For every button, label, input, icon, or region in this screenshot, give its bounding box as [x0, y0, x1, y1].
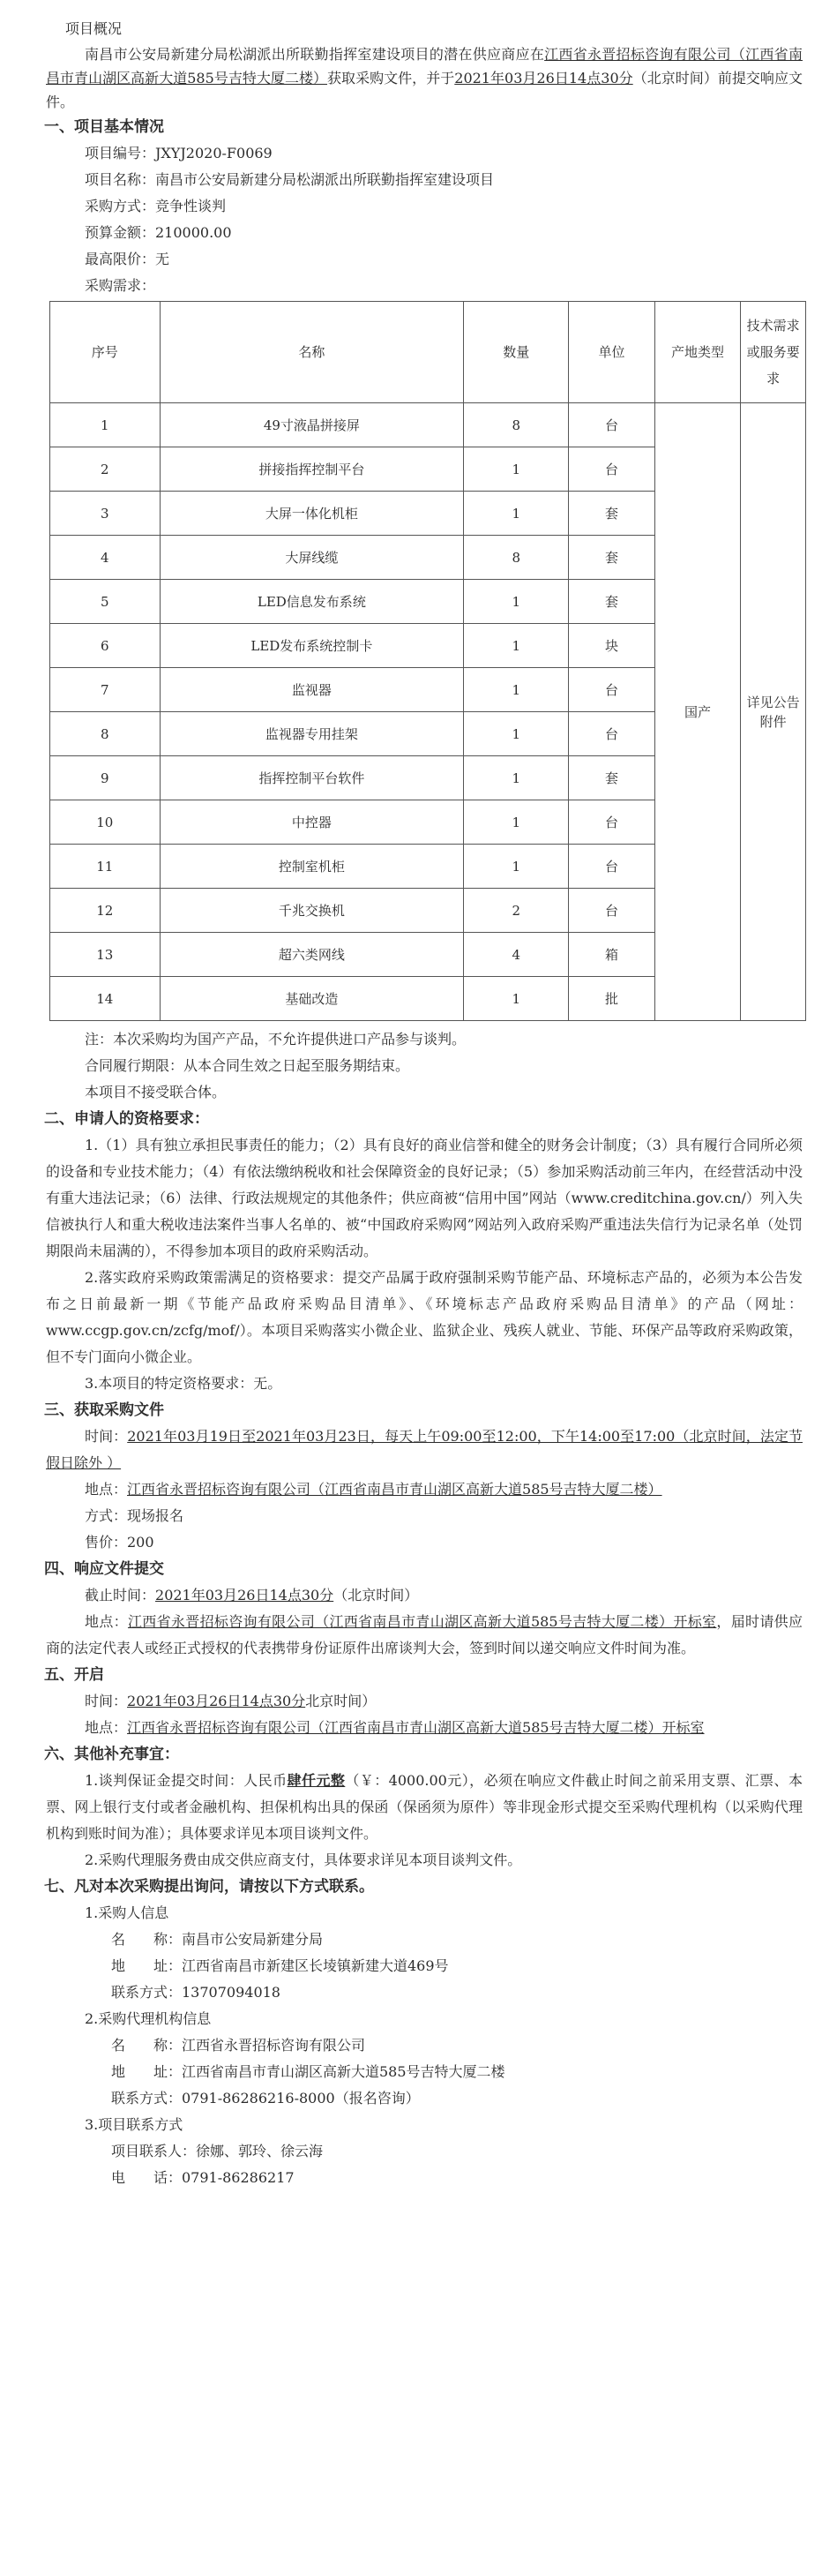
submit-place [46, 1609, 803, 1662]
cell-name: 大屏一体化机柜 [160, 492, 464, 536]
cell-no: 10 [50, 800, 161, 845]
deposit-text-2: （￥：4000.00元），必须在响应文件截止时间之前采用支票、汇票、本票、网上银行支付或者金融机构、担保机构出具的保函（保函须为原件）等非现金形式提交至采购代理机构（以采购代理机构到账时间为准）；具体要求详见本项目谈判文件。 [46, 1772, 803, 1842]
overview-paragraph [46, 42, 803, 114]
cell-unit: 台 [569, 889, 655, 933]
agent-address: 地 址：江西省南昌市青山湖区高新大道585号吉特大厦二楼 [111, 2063, 505, 2080]
overview-text-3: （北京时间）前提交响应文件。 [46, 70, 803, 110]
contact-people: 项目联系人：徐娜、郭玲、徐云海 [111, 2143, 324, 2159]
cell-no: 3 [50, 492, 161, 536]
cell-unit: 套 [569, 492, 655, 536]
deposit-amount: 肆仟元整 [287, 1772, 346, 1789]
demand-table [49, 301, 806, 1021]
table-row [50, 403, 806, 447]
cell-name: 超六类网线 [160, 933, 464, 977]
cell-qty: 1 [464, 845, 569, 889]
cell-unit: 批 [569, 977, 655, 1021]
cell-unit: 台 [569, 712, 655, 756]
cell-name: 千兆交换机 [160, 889, 464, 933]
header-qty: 数量 [464, 302, 569, 403]
cell-unit: 台 [569, 845, 655, 889]
project-number: 项目编号：JXYJ2020-F0069 [85, 145, 273, 161]
obtain-price: 售价：200 [85, 1534, 154, 1551]
note-contract-period: 合同履行期限：从本合同生效之日起至服务期结束。 [85, 1057, 410, 1074]
buyer-name: 名 称：南昌市公安局新建分局 [111, 1931, 324, 1948]
submit-place-value: 江西省永晋招标咨询有限公司（江西省南昌市青山湖区高新大道585号吉特大厦二楼）开标室 [127, 1613, 717, 1630]
agent-info-title: 2.采购代理机构信息 [85, 2010, 212, 2027]
cell-name: LED发布系统控制卡 [160, 624, 464, 668]
header-tech: 技术需求或服务要求 [741, 302, 806, 403]
submit-place-label: 地点： [85, 1613, 128, 1630]
cell-no: 6 [50, 624, 161, 668]
obtain-mode: 方式：现场报名 [85, 1507, 184, 1524]
cell-unit: 台 [569, 403, 655, 447]
cell-qty: 8 [464, 403, 569, 447]
cell-unit: 箱 [569, 933, 655, 977]
obtain-place [46, 1476, 803, 1503]
cell-qty: 1 [464, 800, 569, 845]
deposit-text-1: 1.谈判保证金提交时间：人民币 [85, 1772, 288, 1789]
obtain-time-value: 2021年03月19日至2021年03月23日，每天上午09:00至12:00，下午14:00至17:00（北京时间，法定节假日除外 ） [46, 1428, 803, 1471]
section-6-title: 六、其他补充事宜： [44, 1746, 179, 1763]
submit-deadline-suffix: （北京时间） [333, 1587, 419, 1603]
open-place-value: 江西省永晋招标咨询有限公司（江西省南昌市青山湖区高新大道585号吉特大厦二楼）开标室 [127, 1719, 705, 1736]
cell-qty: 1 [464, 624, 569, 668]
cell-qty: 1 [464, 447, 569, 492]
open-place [46, 1715, 803, 1741]
cell-qty: 2 [464, 889, 569, 933]
table-header-row [50, 302, 806, 403]
obtain-place-value: 江西省永晋招标咨询有限公司（江西省南昌市青山湖区高新大道585号吉特大厦二楼） [127, 1481, 662, 1498]
header-origin: 产地类型 [654, 302, 741, 403]
section-5-title: 五、开启 [44, 1666, 104, 1684]
buyer-info-title: 1.采购人信息 [85, 1904, 169, 1921]
open-time-value: 2021年03月26日14点30分 [127, 1693, 306, 1709]
cell-no: 1 [50, 403, 161, 447]
contact-phone: 电 话：0791-86286217 [111, 2169, 295, 2186]
contact-title: 3.项目联系方式 [85, 2116, 183, 2133]
open-time-label: 时间： [85, 1693, 128, 1709]
cell-unit: 块 [569, 624, 655, 668]
section-7-title: 七、凡对本次采购提出询问，请按以下方式联系。 [44, 1878, 374, 1896]
cell-qty: 8 [464, 536, 569, 580]
cell-no: 11 [50, 845, 161, 889]
cell-unit: 套 [569, 580, 655, 624]
cell-name: 指挥控制平台软件 [160, 756, 464, 800]
cell-no: 9 [50, 756, 161, 800]
submit-place-rest: ，届时请供应商的法定代表人或经正式授权的代表携带身份证原件出席谈判大会，签到时间以递交响应文件时间为准。 [46, 1613, 803, 1656]
cell-no: 8 [50, 712, 161, 756]
cell-qty: 1 [464, 712, 569, 756]
agent-phone: 联系方式：0791-86286216-8000（报名咨询） [111, 2090, 420, 2107]
cell-qty: 4 [464, 933, 569, 977]
cell-name: 大屏线缆 [160, 536, 464, 580]
qualification-3: 3.本项目的特定资格要求：无。 [85, 1375, 282, 1392]
cell-unit: 台 [569, 447, 655, 492]
service-fee: 2.采购代理服务费由成交供应商支付，具体要求详见本项目谈判文件。 [85, 1851, 522, 1868]
submit-deadline-label: 截止时间： [85, 1587, 156, 1603]
obtain-time-label: 时间： [85, 1428, 128, 1445]
cell-qty: 1 [464, 580, 569, 624]
section-1-title: 一、项目基本情况 [44, 118, 164, 136]
procurement-demand: 采购需求： [85, 277, 156, 294]
cell-unit: 台 [569, 800, 655, 845]
qualification-1: 1.（1）具有独立承担民事责任的能力；（2）具有良好的商业信誉和健全的财务会计制度；（3）具有履行合同所必须的设备和专业技术能力；（4）有依法缴纳税收和社会保障资金的良好记录；（5）参加采购活动前三年内，在经营活动中没有重大违法记录；（6）法律、行政法规规定的其他条件；供应商被“信用中国”网站（www.creditchina.gov.cn/）列入失信被执行人和重大税收违法案件当事人名单的、被“中国政府采购网”网站列入政府采购严重违法失信行为记录名单（处罚期限尚未届满的），不得参加本项目的政府采购活动。 [46, 1137, 803, 1259]
cell-name: 监视器专用挂架 [160, 712, 464, 756]
overview-text-1: 南昌市公安局新建分局松湖派出所联勤指挥室建设项目的潜在供应商应在 [85, 46, 545, 63]
budget-amount: 预算金额：210000.00 [85, 224, 232, 241]
cell-no: 2 [50, 447, 161, 492]
overview-deadline: 2021年03月26日14点30分 [454, 70, 633, 86]
cell-name: 监视器 [160, 668, 464, 712]
cell-unit: 套 [569, 756, 655, 800]
cell-no: 12 [50, 889, 161, 933]
cell-name: 基础改造 [160, 977, 464, 1021]
cell-name: LED信息发布系统 [160, 580, 464, 624]
note-no-consortium: 本项目不接受联合体。 [85, 1084, 227, 1100]
deposit-paragraph [46, 1768, 803, 1847]
cell-no: 4 [50, 536, 161, 580]
open-time [46, 1688, 803, 1715]
overview-text-2: 获取采购文件，并于 [327, 70, 455, 86]
cell-name: 控制室机柜 [160, 845, 464, 889]
open-time-suffix: 北京时间） [305, 1693, 377, 1709]
buyer-address: 地 址：江西省南昌市新建区长堎镇新建大道469号 [111, 1957, 449, 1974]
section-4-title: 四、响应文件提交 [44, 1560, 164, 1578]
cell-unit: 套 [569, 536, 655, 580]
cell-name: 拼接指挥控制平台 [160, 447, 464, 492]
agent-name: 名 称：江西省永晋招标咨询有限公司 [111, 2037, 366, 2054]
cell-qty: 1 [464, 492, 569, 536]
section-2-title: 二、申请人的资格要求： [44, 1110, 209, 1128]
open-place-label: 地点： [85, 1719, 128, 1736]
overview-title: 项目概况 [65, 20, 123, 37]
cell-origin: 国产 [654, 403, 741, 1021]
header-unit: 单位 [569, 302, 655, 403]
obtain-time [46, 1423, 803, 1476]
cell-no: 13 [50, 933, 161, 977]
procurement-method: 采购方式：竞争性谈判 [85, 198, 227, 214]
cell-qty: 1 [464, 756, 569, 800]
header-no: 序号 [50, 302, 161, 403]
qualification-2: 2.落实政府采购政策需满足的资格要求：提交产品属于政府强制采购节能产品、环境标志产品的，必须为本公告发布之日前最新一期《节能产品政府采购品目清单》、《环境标志产品政府采购品目清单》的产品（网址：www.ccgp.gov.cn/zcfg/mof/）。本项目采购落实小微企业、监狱企业、残疾人就业、节能、环保产品等政府采购政策，但不专门面向小微企业。 [46, 1269, 803, 1365]
header-name: 名称 [160, 302, 464, 403]
section-3-title: 三、获取采购文件 [44, 1401, 164, 1419]
buyer-phone: 联系方式：13707094018 [111, 1984, 280, 2001]
cell-no: 5 [50, 580, 161, 624]
cell-name: 中控器 [160, 800, 464, 845]
cell-tech: 详见公告附件 [741, 403, 806, 1021]
note-domestic: 注：本次采购均为国产产品，不允许提供进口产品参与谈判。 [85, 1031, 467, 1048]
cell-qty: 1 [464, 977, 569, 1021]
project-name: 项目名称：南昌市公安局新建分局松湖派出所联勤指挥室建设项目 [85, 171, 495, 188]
max-price: 最高限价：无 [85, 251, 170, 267]
cell-name: 49寸液晶拼接屏 [160, 403, 464, 447]
cell-no: 7 [50, 668, 161, 712]
submit-deadline [46, 1582, 803, 1609]
cell-qty: 1 [464, 668, 569, 712]
cell-no: 14 [50, 977, 161, 1021]
cell-unit: 台 [569, 668, 655, 712]
overview-address: 江西省永晋招标咨询有限公司（江西省南昌市青山湖区高新大道585号吉特大厦二楼） [46, 46, 803, 86]
obtain-place-label: 地点： [85, 1481, 128, 1498]
submit-deadline-value: 2021年03月26日14点30分 [155, 1587, 334, 1603]
